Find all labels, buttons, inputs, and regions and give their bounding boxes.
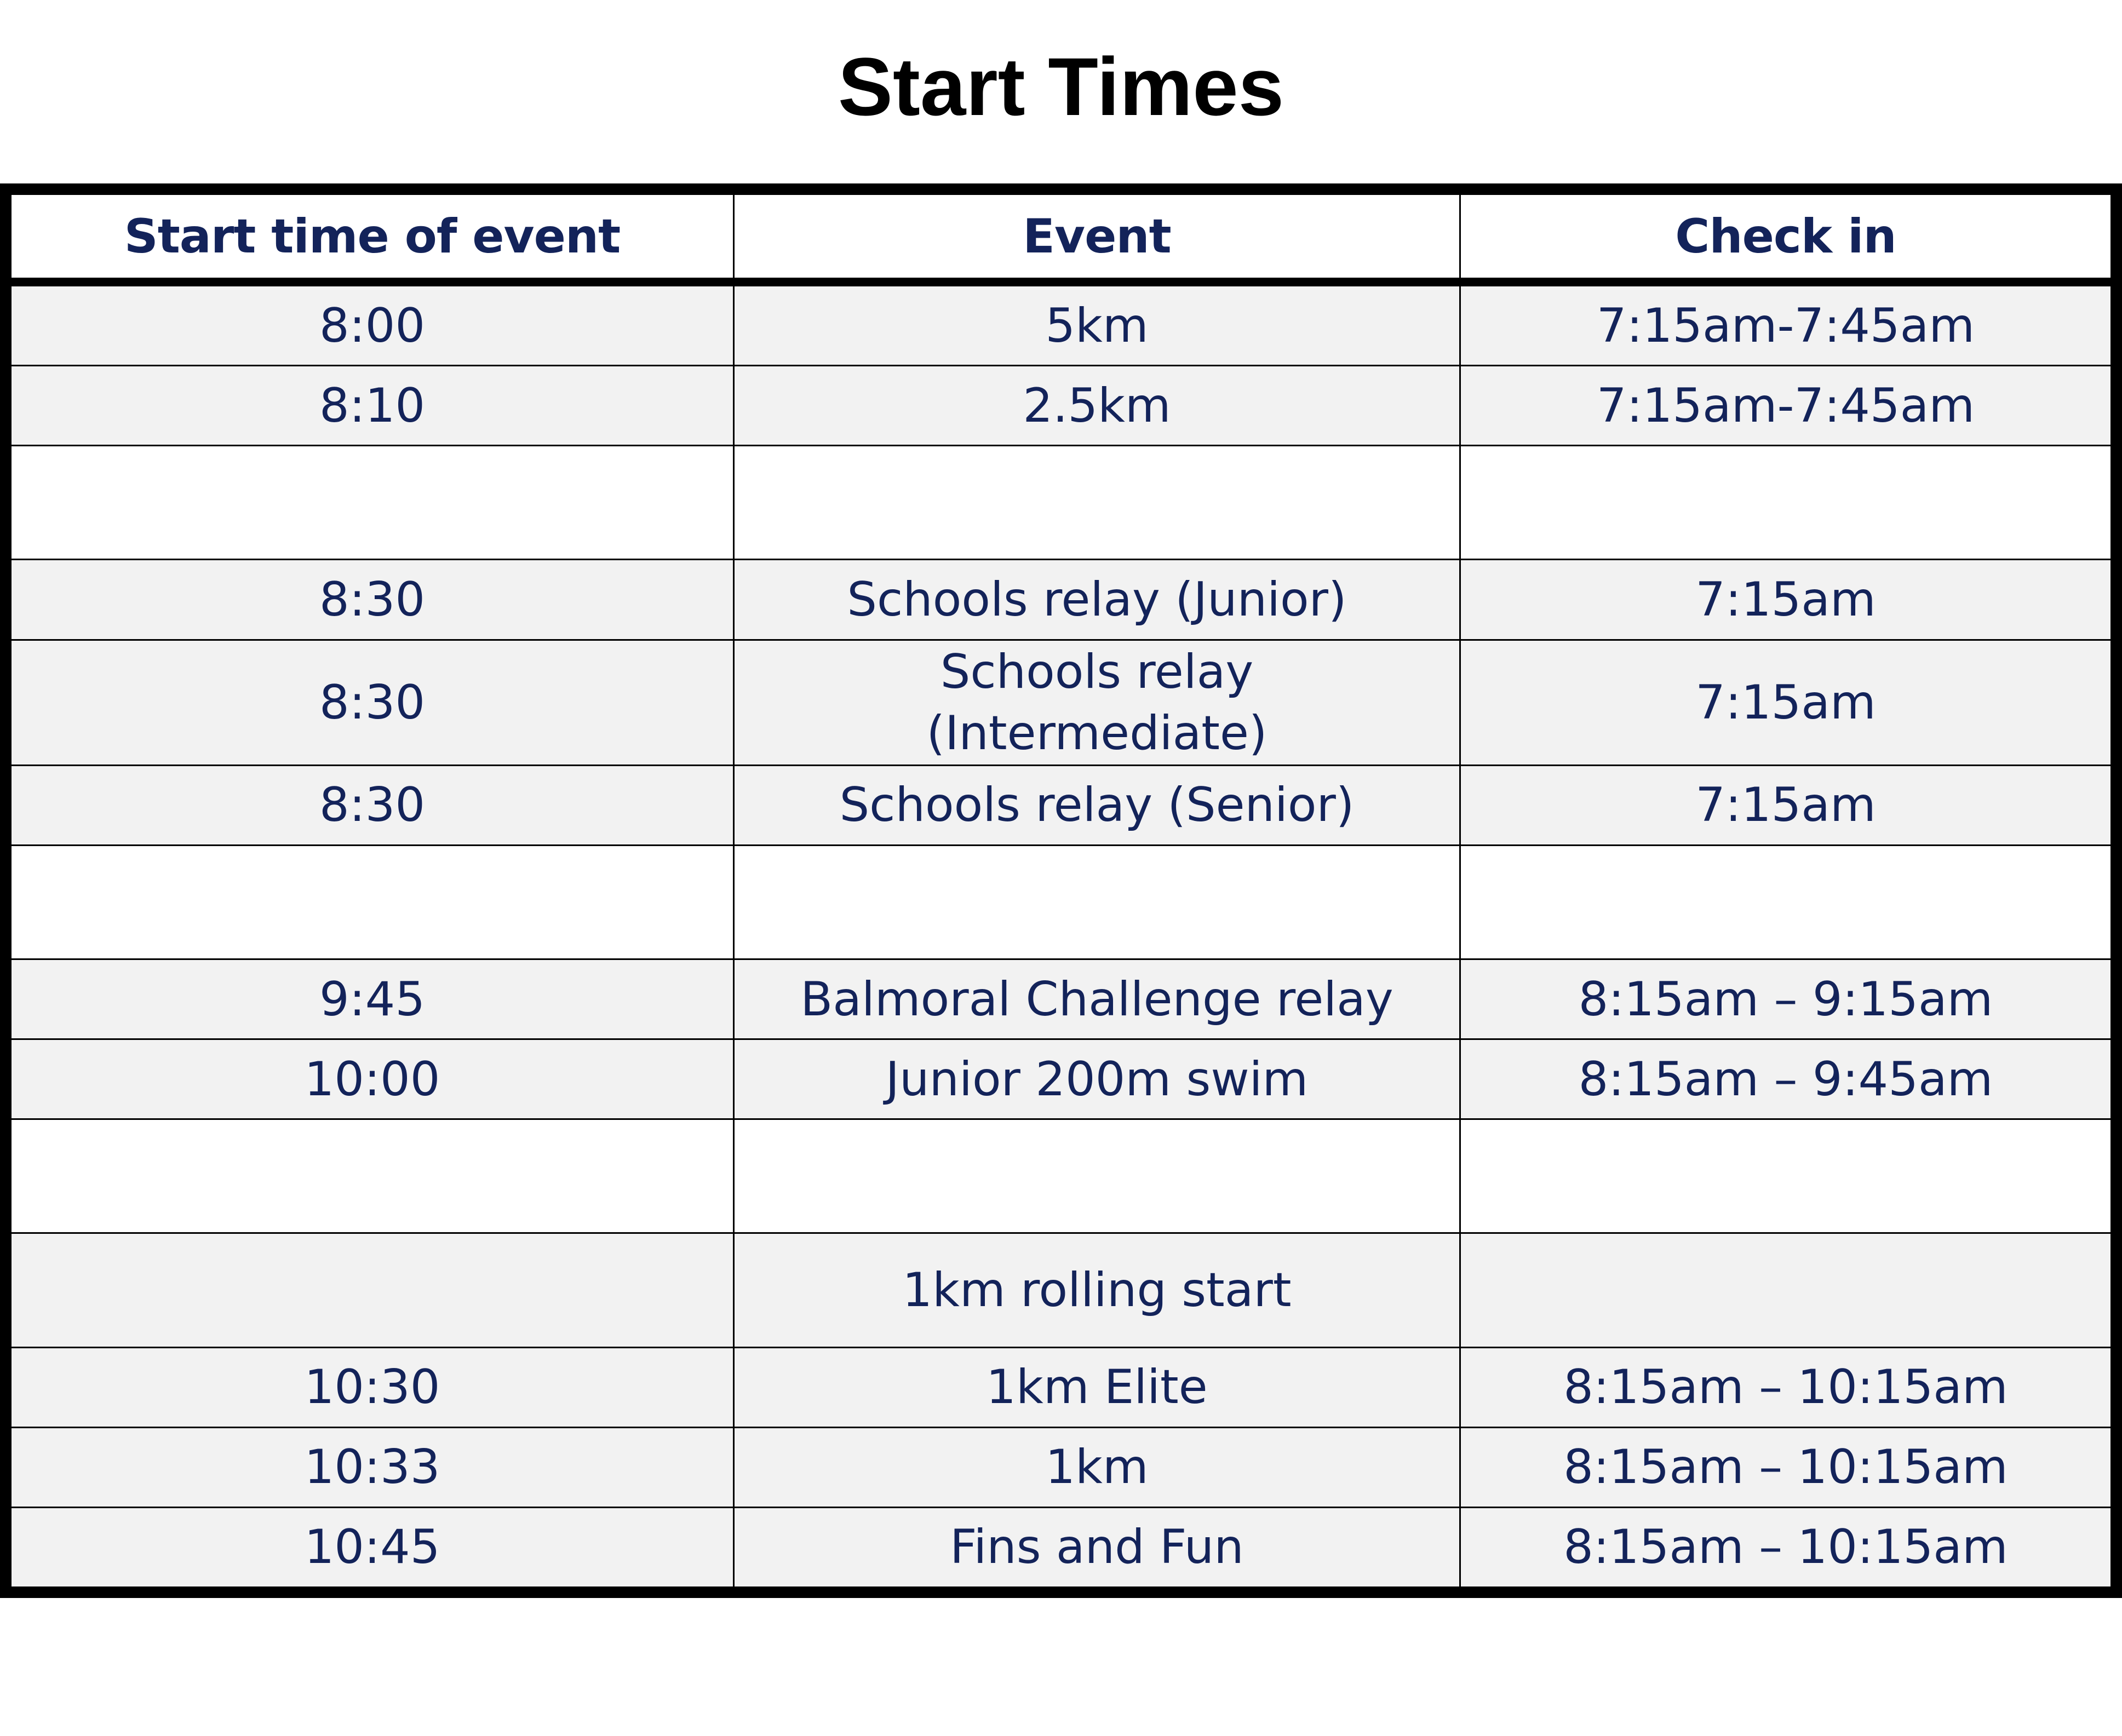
- event-text: Schools relay (Intermediate): [926, 644, 1268, 761]
- start-time-cell: 8:10: [12, 366, 734, 446]
- page-title: Start Times: [838, 41, 1284, 133]
- check-in-cell: 8:15am – 10:15am: [1460, 1507, 2111, 1586]
- event-cell: Schools relay (Junior): [734, 560, 1460, 640]
- table-row: [12, 1233, 2110, 1347]
- event-cell: Schools relay (Senior): [734, 765, 1460, 845]
- start-time-cell: 10:00: [12, 1039, 734, 1119]
- table-row: [12, 1507, 2110, 1586]
- spacer-row: [12, 845, 2110, 959]
- header-row: [12, 195, 2110, 282]
- start-time-cell: 10:30: [12, 1347, 734, 1427]
- check-in-cell: 8:15am – 10:15am: [1460, 1427, 2111, 1507]
- check-in-cell: [1460, 1233, 2111, 1347]
- start-times-table-frame: [0, 183, 2122, 1598]
- check-in-cell: 8:15am – 10:15am: [1460, 1347, 2111, 1427]
- start-time-cell: [12, 1119, 734, 1233]
- event-cell: [734, 845, 1460, 959]
- table-row: [12, 640, 2110, 765]
- table-row: [12, 1427, 2110, 1507]
- table-row: [12, 366, 2110, 446]
- start-time-cell: [12, 446, 734, 560]
- check-in-cell: [1460, 446, 2111, 560]
- spacer-row: [12, 446, 2110, 560]
- table-row: [12, 765, 2110, 845]
- event-cell: 1km Elite: [734, 1347, 1460, 1427]
- start-time-cell: 10:45: [12, 1507, 734, 1586]
- check-in-cell: 7:15am: [1460, 640, 2111, 765]
- check-in-cell: [1460, 1119, 2111, 1233]
- start-time-cell: 8:00: [12, 282, 734, 366]
- event-cell: Junior 200m swim: [734, 1039, 1460, 1119]
- event-cell: 1km rolling start: [734, 1233, 1460, 1347]
- table-row: [12, 959, 2110, 1039]
- check-in-cell: 8:15am – 9:45am: [1460, 1039, 2111, 1119]
- start-time-cell: [12, 1233, 734, 1347]
- start-time-cell: 9:45: [12, 959, 734, 1039]
- table-row: [12, 1039, 2110, 1119]
- event-cell: [734, 1119, 1460, 1233]
- event-cell: [734, 446, 1460, 560]
- header-event: Event: [734, 195, 1460, 282]
- check-in-cell: 7:15am-7:45am: [1460, 282, 2111, 366]
- check-in-cell: 7:15am: [1460, 765, 2111, 845]
- event-cell: 1km: [734, 1427, 1460, 1507]
- event-cell: 2.5km: [734, 366, 1460, 446]
- table-row: [12, 560, 2110, 640]
- start-time-cell: 8:30: [12, 640, 734, 765]
- event-cell: [734, 640, 1460, 765]
- check-in-cell: 7:15am-7:45am: [1460, 366, 2111, 446]
- event-cell: Balmoral Challenge relay: [734, 959, 1460, 1039]
- header-check-in: Check in: [1460, 195, 2111, 282]
- table-row: [12, 282, 2110, 366]
- check-in-cell: 8:15am – 9:15am: [1460, 959, 2111, 1039]
- table-row: [12, 1347, 2110, 1427]
- event-cell: Fins and Fun: [734, 1507, 1460, 1586]
- start-times-table: [12, 195, 2110, 1586]
- start-time-cell: 8:30: [12, 560, 734, 640]
- check-in-cell: 7:15am: [1460, 560, 2111, 640]
- header-start-time: Start time of event: [12, 195, 734, 282]
- start-time-cell: 8:30: [12, 765, 734, 845]
- start-time-cell: [12, 845, 734, 959]
- check-in-cell: [1460, 845, 2111, 959]
- spacer-row: [12, 1119, 2110, 1233]
- event-cell: 5km: [734, 282, 1460, 366]
- start-time-cell: 10:33: [12, 1427, 734, 1507]
